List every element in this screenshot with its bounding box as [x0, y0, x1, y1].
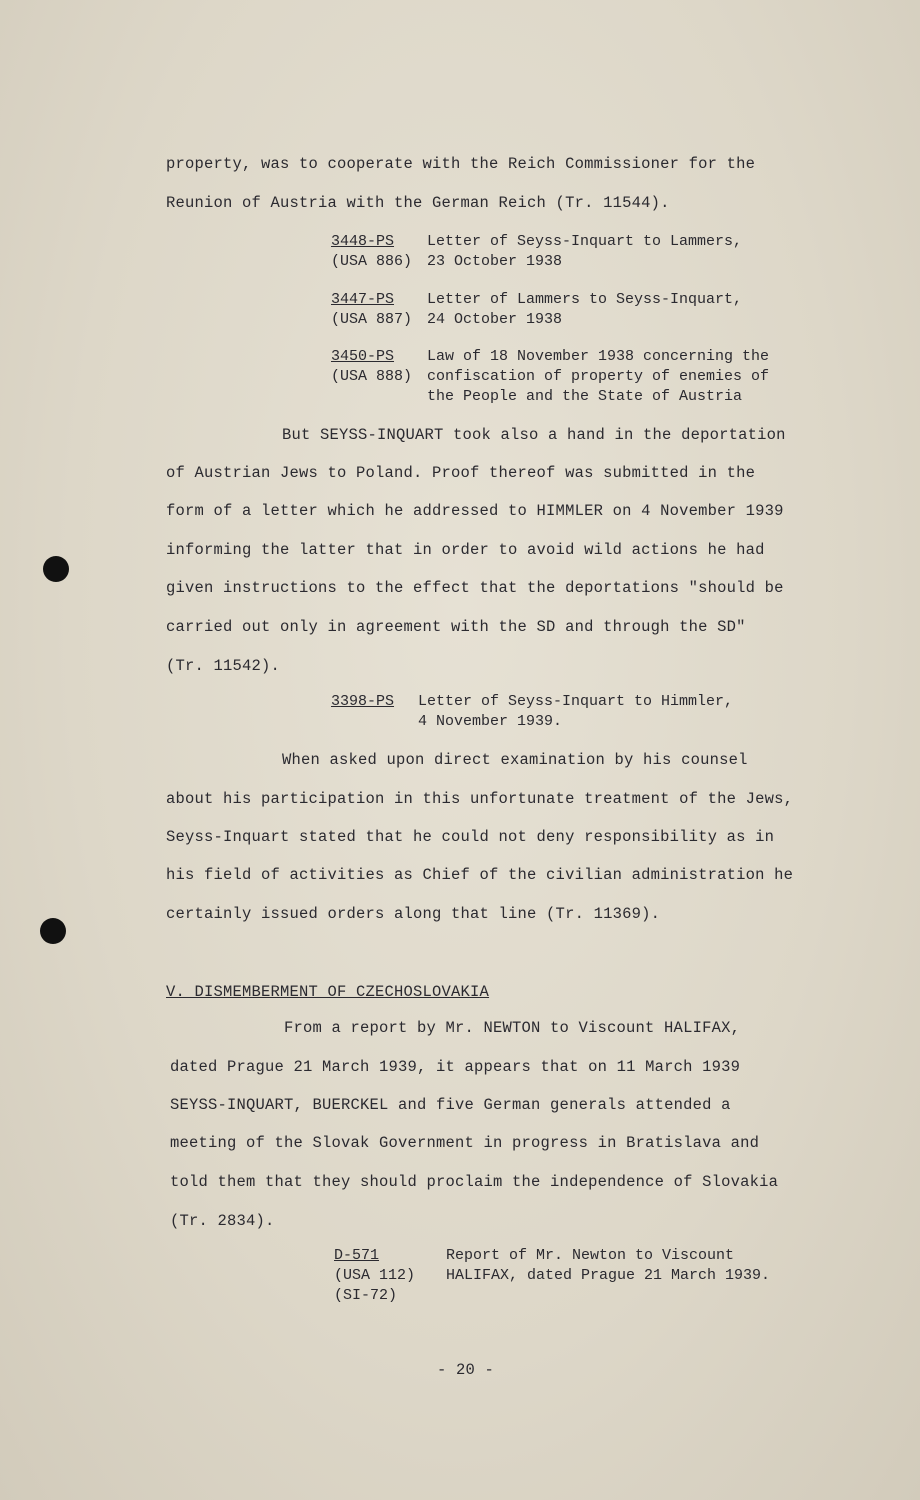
paragraph-line: But SEYSS-INQUART took also a hand in the deportation: [282, 426, 786, 444]
page-number: - 20 -: [437, 1361, 495, 1379]
paragraph-line: informing the latter that in order to avoid wild actions he had: [166, 541, 765, 559]
exhibit-number: (USA 886): [331, 253, 413, 270]
paragraph-line: form of a letter which he addressed to HIMMLER on 4 November 1939: [166, 502, 784, 520]
paragraph-line: certainly issued orders along that line (Tr. 11369).: [166, 905, 661, 923]
paragraph-line: From a report by Mr. NEWTON to Viscount HALIFAX,: [284, 1019, 741, 1037]
paragraph-line: Reunion of Austria with the German Reich (Tr. 11544).: [166, 194, 670, 212]
citation-description: HALIFAX, dated Prague 21 March 1939.: [446, 1267, 771, 1284]
document-code: 3447-PS: [331, 291, 395, 308]
paragraph-line: property, was to cooperate with the Reich Commissioner for the: [166, 155, 756, 173]
citation-description: 23 October 1938: [427, 253, 563, 270]
document-code: D-571: [334, 1247, 380, 1264]
citation-description: the People and the State of Austria: [427, 388, 743, 405]
document-code: 3398-PS: [331, 693, 395, 710]
paragraph-line: his field of activities as Chief of the civilian administration he: [166, 866, 794, 884]
paragraph-line: of Austrian Jews to Poland. Proof thereof was submitted in the: [166, 464, 756, 482]
paragraph-line: about his participation in this unfortunate treatment of the Jews,: [166, 790, 794, 808]
paragraph-line: SEYSS-INQUART, BUERCKEL and five German generals attended a: [170, 1096, 731, 1114]
paragraph-line: carried out only in agreement with the SD and through the SD": [166, 618, 746, 636]
paragraph-line: told them that they should proclaim the independence of Slovakia: [170, 1173, 779, 1191]
citation-description: Letter of Seyss-Inquart to Himmler,: [418, 693, 734, 710]
punch-hole-bottom: [40, 918, 66, 944]
exhibit-number: (USA 888): [331, 368, 413, 385]
paragraph-line: dated Prague 21 March 1939, it appears that on 11 March 1939: [170, 1058, 741, 1076]
document-code: 3448-PS: [331, 233, 395, 250]
paragraph-line: Seyss-Inquart stated that he could not deny responsibility as in: [166, 828, 775, 846]
exhibit-number: (SI-72): [334, 1287, 398, 1304]
citation-description: Law of 18 November 1938 concerning the: [427, 348, 770, 365]
paragraph-line: given instructions to the effect that the deportations "should be: [166, 579, 784, 597]
citation-description: confiscation of property of enemies of: [427, 368, 770, 385]
paragraph-line: When asked upon direct examination by his counsel: [282, 751, 748, 769]
citation-description: 4 November 1939.: [418, 713, 563, 730]
paragraph-line: (Tr. 2834).: [170, 1212, 275, 1230]
paragraph-line: meeting of the Slovak Government in progress in Bratislava and: [170, 1134, 760, 1152]
citation-description: 24 October 1938: [427, 311, 563, 328]
exhibit-number: (USA 887): [331, 311, 413, 328]
punch-hole-top: [43, 556, 69, 582]
citation-description: Letter of Seyss-Inquart to Lammers,: [427, 233, 743, 250]
exhibit-number: (USA 112): [334, 1267, 416, 1284]
citation-description: Report of Mr. Newton to Viscount: [446, 1247, 735, 1264]
paragraph-line: (Tr. 11542).: [166, 657, 281, 675]
document-code: 3450-PS: [331, 348, 395, 365]
section-heading: V. DISMEMBERMENT OF CZECHOSLOVAKIA: [166, 983, 490, 1001]
citation-description: Letter of Lammers to Seyss-Inquart,: [427, 291, 743, 308]
